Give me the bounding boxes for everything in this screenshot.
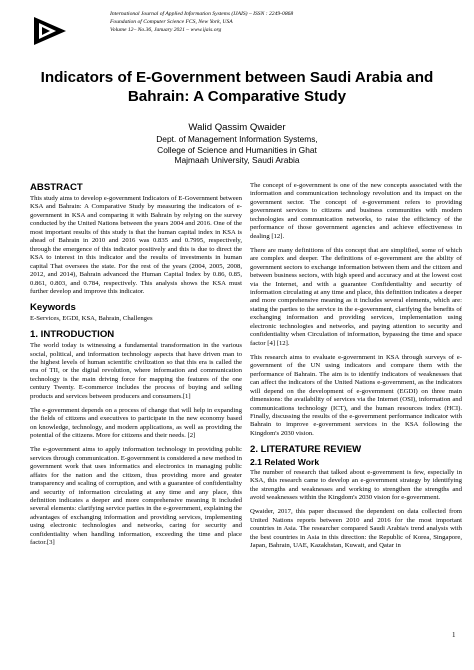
journal-volume: Volume 12– No.36, January 2021 – www.ijais.org [110, 27, 222, 34]
intro-paragraph-3: The e-government aims to apply information technology in providing public services through communication. E-government is considered a new method in government work that uses informatics and electronics in managing public affairs for the nation and the citizen, thus providing more and greater transparency and scaling of corruption, and with a guarantee of confidentiality and security of information circulating at any time and any place, this definition indicates a deeper and more comprehensive meaning It included several elements: clarifying service parties in the e-government, explaining the advantages of exchanging information and providing services, implementing using electronic technologies and networks, caring for security and confidentiality when handling information, exceeding the time and place factor.[3] [30, 446, 242, 547]
author-affiliation-2: College of Science and Humanities in Ghat [157, 144, 317, 155]
journal-name: International Journal of Applied Information Systems (IJAIS) – ISSN : 2249-0868 [110, 11, 294, 17]
right-paragraph-1: The concept of e-government is one of the new concepts associated with the information and communication technology revolution and its impact on the government sector. The concept of e-government refers to providing government services to citizens and business communities with modern technologies and communication networks, to raise the efficiency of the performance of those government agencies and achieve effectiveness in dealing [12]. [250, 182, 462, 240]
right-column [250, 182, 462, 556]
intro-paragraph-2: The e-government depends on a process of change that will help in expanding the fields of citizens and executives to participate in the new economy based on knowledge, technology, and modern applications, as well as providing the potential of the citizens. More for citizens and their needs. [2] [30, 406, 242, 440]
page-number: 1 [452, 631, 456, 639]
author-block [120, 121, 354, 166]
right-paragraph-3: This research aims to evaluate e-government in KSA through surveys of e-government of the UN using indicators and compare them with the performance of Bahrain. The aim is to identify indicators of weaknesses that can affect the indicators of the United Nations e-government, as the indicators will depend on the development of e-government (EGDI) on three main dimensions: the availability of services via the Internet (OSI), information and communications technology (ICT), and the human resources index (HCI). Finally, discussing the results of the e-government performance indicator with Bahrain to improve e-government services in the KSA following the Kingdom's 2030 vision. [250, 353, 462, 437]
ijais-logo-icon [30, 11, 70, 51]
author-name: Walid Qassim Qwaider [188, 122, 286, 133]
title-line-1: Indicators of E-Government between Saudi Arabia and [40, 69, 434, 86]
keywords-heading: Keywords [30, 302, 76, 314]
abstract-text: This study aims to develop e-government Indicators of E-Government between KSA and Bahrain: A Comparative Study by measuring the indicators of e-government in KSA and comparing it with Bahrain by relying on the survey conducted by the United Nations between the years 2004 and 2016. One of the most important results of this study is that the human capital index in KSA is ahead of Bahrain in 2010 and 2016 was 0.835 and 0.7995, respectively, through the emergence of this indicator positively and this is due to direct the KSA to interest in this indicator and the results of investments in human capital That oversees the state. For the rest of the years (2004, 2005, 2008, 2012, and 2014), Bahrain advanced the Human Capital Index by 0.86, 0.85, 0.861, 0.803, and 0.784, respectively. This analysis shows the KSA must further develop and improve this indicator. [30, 195, 242, 295]
intro-paragraph-1: The world today is witnessing a fundamental transformation in the various social, political, and information technology aspects that have driven man to the highest levels of human scientific civilization so that this era is called the era of TII, or the digital revolution, where information and communication technology is the main driving force for mapping the features of the one century Twenty. E-commerce includes the process of buying and selling products and services between producers and consumers.[1] [30, 342, 242, 400]
title-line-2: Bahrain: A Comparative Study [127, 88, 347, 105]
journal-publisher: Foundation of Computer Science FCS, New York, USA [110, 19, 233, 26]
paper-title [20, 68, 454, 106]
journal-header [30, 10, 450, 50]
author-affiliation-1: Dept. of Management Information Systems, [156, 134, 318, 144]
literature-review-heading: 2. LITERATURE REVIEW [250, 443, 362, 455]
right-paragraph-4: The number of research that talked about e-government is few, especially in KSA, this research came to develop an e-government strategy by identifying the strengths and weaknesses and working to strengthen the strengths and avoid weaknesses within the Kingdom's 2030 vision for e-government. [250, 468, 462, 502]
right-paragraph-5: Qwaider, 2017, this paper discussed the dependent on data collected from United Nations reports between 2010 and 2016 for the most important countries in Asia. The researcher compared Saudi Arabia's trend analysis with the best countries in Asia in this direction: the Republic of Korea, Singapore, Japan, Bahrain, UAE, Kazakhstan, Kuwait, and Qatar in [250, 508, 462, 550]
introduction-heading: 1. INTRODUCTION [30, 329, 115, 341]
author-affiliation-3: Majmaah University, Saudi Arabia [174, 155, 300, 165]
keywords-text: E-Services, EGDI, KSA, Bahrain, Challenges [30, 315, 153, 323]
journal-info [110, 10, 293, 35]
left-column [30, 182, 242, 553]
abstract-heading: ABSTRACT [30, 182, 83, 193]
related-work-heading: 2.1 Related Work [250, 456, 320, 467]
right-paragraph-2: There are many definitions of this concept that are simplified, some of which are complex and deeper. The definitions of e-government are the ability of government sectors to exchange information between them and the citizen and between business sectors, with high speed and accuracy and at the lowest cost via the Internet, and with a guarantee Confidentiality and security of information circulating at any time and place, this definition indicates a deeper and more comprehensive meaning as it includes several elements, which are: stating the parties to the service in the e-government, clarifying the benefits of exchanging information and providing services, implementation using electronic technologies and networks, and paying attention to security and confidentiality when Circulation of information, bypassing the time and space factor [4] [12]. [250, 246, 462, 347]
